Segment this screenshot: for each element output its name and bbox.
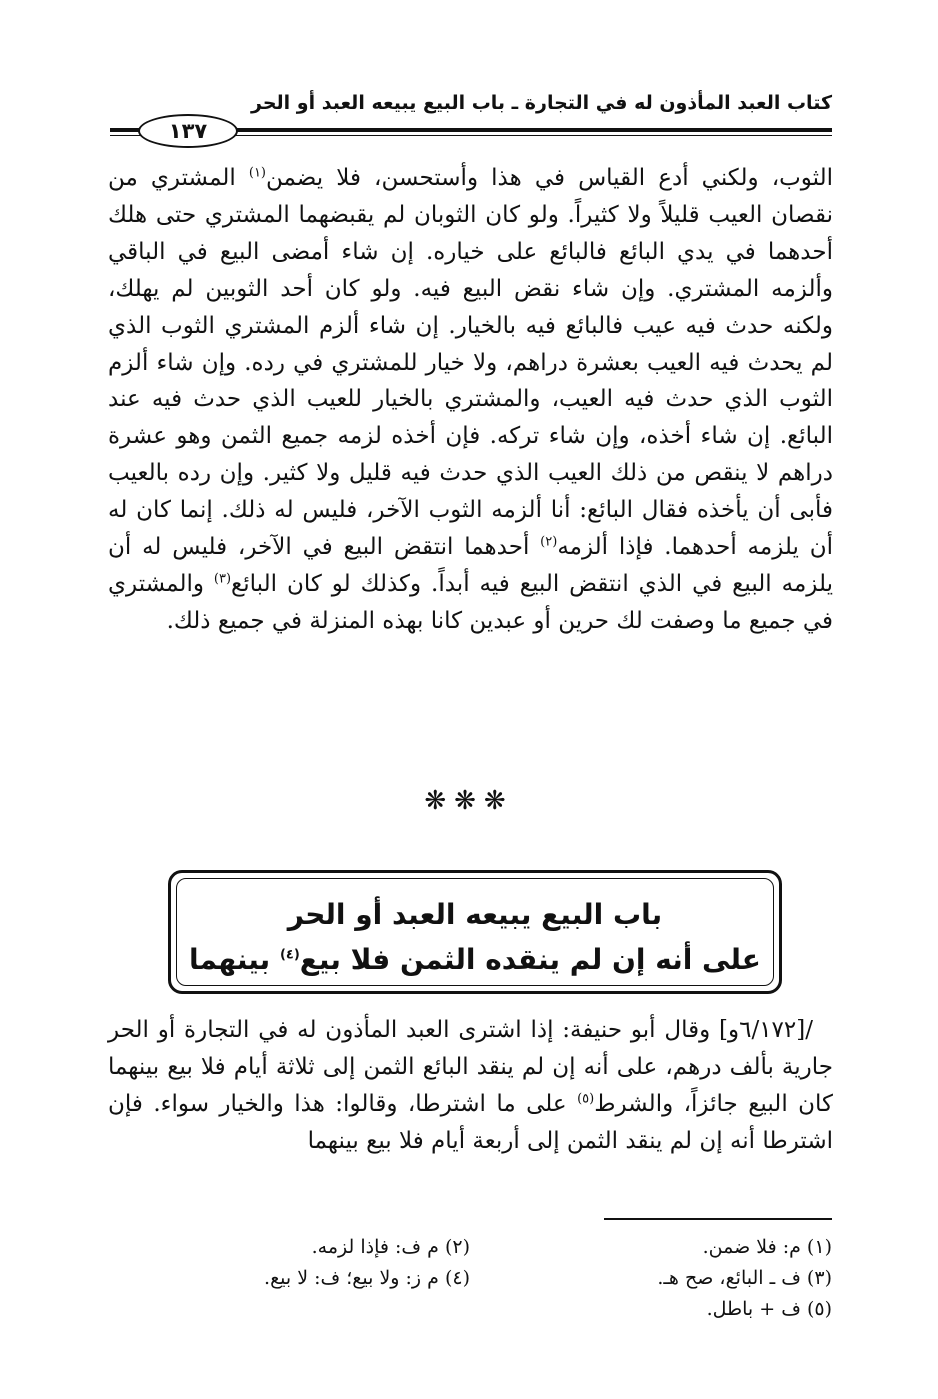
chapter-title-line-1: باب البيع يبيعه العبد أو الحر [287,898,663,931]
chapter-title-line-2: على أنه إن لم ينقده الثمن فلا بيع$^{(٤)}$ بينهما [189,943,761,976]
paragraph-1: الثوب، ولكني أدع القياس في هذا وأستحسن، فلا يضمن$^{(١)}$ المشتري من نقصان العيب قليلاً ولا كثيراً. ولو كان الثوبان لم يقبضهما المشتري حتى هلك أحدهما في يدي البائع فالبائع على خياره. إن شاء أمضى البيع في الباقي وألزمه المشتري. وإن شاء نقض البيع فيه. ولو كان أحد الثوبين لم يهلك، ولكنه حدث فيه عيب فالبائع فيه بالخيار. إن شاء ألزم المشتري الثوب الذي لم يحدث فيه العيب بعشرة دراهم، ولا خيار للمشتري في رده. وإن شاء ألزم الثوب الذي حدث فيه العيب، والمشتري بالخيار للعيب الذي حدث فيه عند البائع. إن شاء أخذه، وإن شاء تركه. فإن أخذه لزمه جميع الثمن وهو عشرة دراهم لا ينقص من ذلك العيب الذي حدث فيه قليل ولا كثير. وإن رده بالعيب فأبى أن يأخذه فقال البائع: أنا ألزمه الثوب الآخر، فليس له ذلك. إنما كان له أن يلزمه أحدهما. فإذا ألزمه$^{(٢)}$ أحدهما انتقض البيع في الآخر، فليس له أن يلزمه البيع في الذي انتقض البيع فيه أبداً. وكذلك لو كان البائع$^{(٣)}$ والمشتري في جميع ما وصفت لك حرين أو عبدين كانا بهذه المنزلة في جميع ذلك. [108,165,833,634]
footnote-1: (١) م: فلا ضمن. [702,1236,832,1258]
body-text-2 [108,1012,833,1160]
footnote-4: (٤) م ز: ولا بيع؛ ف: لا بيع. [264,1267,470,1289]
chapter-title [168,892,782,982]
paragraph-2: /[٦/١٧٢و] وقال أبو حنيفة: إذا اشترى العبد المأذون له في التجارة أو الحر جارية بألف درهم، على أنه إن لم ينقد البائع الثمن إلى ثلاثة أيام فلا بيع بينهما كان البيع جائزاً، والشرط$^{(٥)}$ على ما اشترطا، وقالوا: هذا والخيار سواء. فإن اشترطا أنه إن لم ينقد الثمن إلى أربعة أيام فلا بيع بينهما [108,1017,833,1154]
footnote-5: (٥) ف + باطل. [706,1298,832,1320]
footnote-3: (٣) ف ـ البائع، صح هـ. [657,1267,832,1289]
section-separator: ❋❋❋ [424,786,514,816]
body-text [108,160,833,640]
footnote-rule [604,1218,832,1220]
running-header: كتاب العبد المأذون له في التجارة ـ باب البيع يبيعه العبد أو الحر [251,92,832,114]
footnote-2: (٢) م ف: فإذا لزمه. [311,1236,470,1258]
page-number: ١٣٧ [138,114,238,148]
